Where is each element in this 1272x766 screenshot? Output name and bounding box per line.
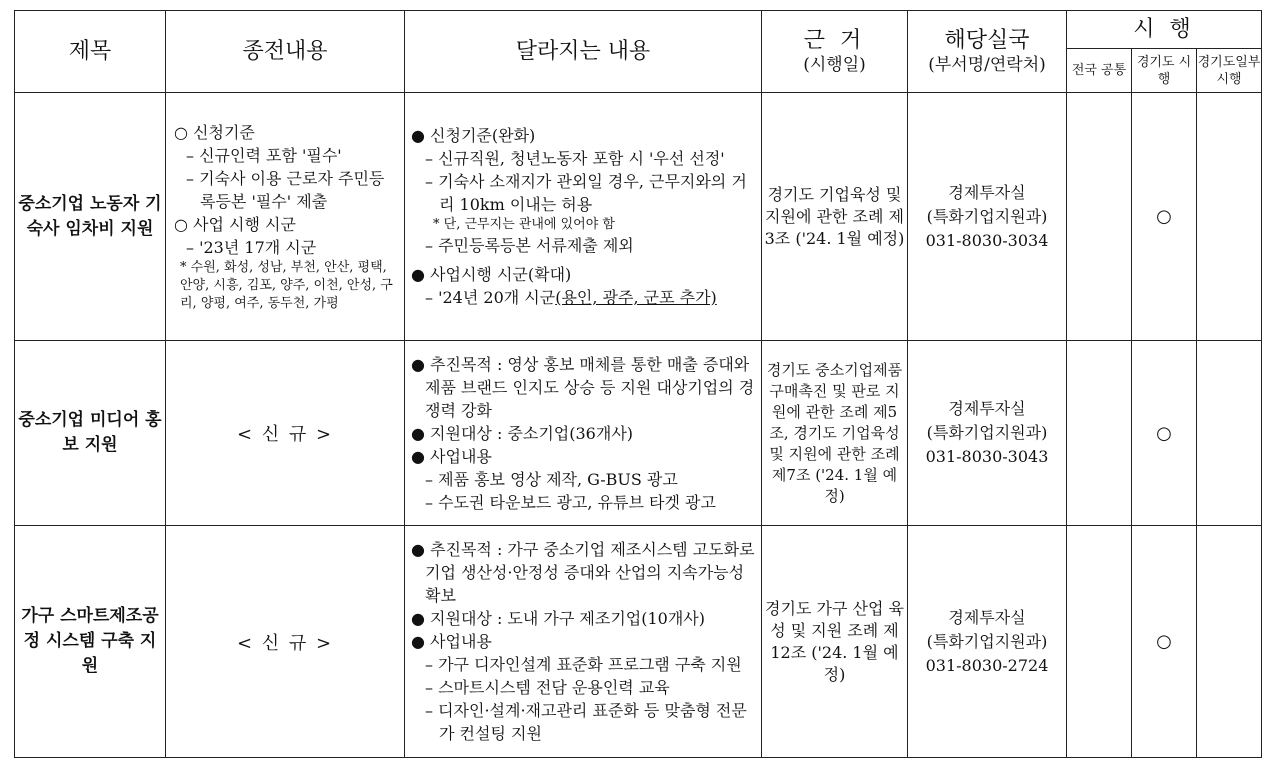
dept-office: 경제투자실 [948,607,1026,627]
header-title: 제목 [15,11,166,93]
policy-change-table [14,10,1262,758]
after-line: ● 사업시행 시군(확대) [411,265,572,284]
after-line: – 스마트시스템 전담 운용인력 교육 [425,678,670,697]
after-line: ● 사업내용 [411,632,492,651]
impl-gyeonggi-mark: ○ [1132,526,1197,758]
table-row [15,341,1262,526]
dept-phone: 031-8030-2724 [925,655,1049,675]
row-basis: 경기도 가구 산업 육성 및 지원 조례 제12조 ('24. 1월 예정) [762,526,908,758]
row-after [405,341,762,526]
header-dept [908,11,1067,93]
header-basis-main: 근 거 [803,27,866,53]
dept-phone: 031-8030-3034 [925,230,1049,250]
row-dept [908,526,1067,758]
impl-national-cell [1067,341,1132,526]
row-title: 중소기업 미디어 홍보 지원 [15,341,166,526]
after-line: ● 사업내용 [411,446,492,466]
dept-division: (특화기업지원과) [926,423,1048,442]
after-line: – 주민등록등본 서류제출 제외 [425,236,634,255]
table-row [15,526,1262,758]
before-note: * 수원, 화성, 성남, 부천, 안산, 평택, 안양, 시흥, 김포, 양주, 이천, 안성, 구리, 양평, 여주, 동두천, 가평 [180,259,393,311]
before-line: ○ 사업 시행 시군 [174,214,296,234]
row-before-new: < 신 규 > [166,341,405,526]
row-basis: 경기도 중소기업제품 구매촉진 및 판로 지원에 관한 조례 제5조, 경기도 기업육성 및 지원에 관한 조례 제7조 ('24. 1월 예정) [762,341,908,526]
table-row [15,93,1262,341]
after-line [413,286,755,309]
impl-partial-cell [1197,93,1262,341]
header-impl: 시 행 [1067,11,1262,49]
after-line: – 기숙사 소재지가 관외일 경우, 근무지와의 거리 10km 이내는 허용 [425,172,747,214]
row-title: 가구 스마트제조공정 시스템 구축 지원 [15,526,166,758]
row-before-new: < 신 규 > [166,526,405,758]
after-line: ● 추진목적 : 영상 홍보 매체를 통한 매출 증대와 제품 브랜드 인지도 상승 등 지원 대상기업의 경쟁력 강화 [411,354,755,420]
before-line: ○ 신청기준 [174,122,255,142]
after-line: – 디자인·설계·재고관리 표준화 등 맞춤형 전문가 컨설팅 지원 [425,701,747,743]
after-line: ● 추진목적 : 가구 중소기업 제조시스템 고도화로 기업 생산성·안정성 증대와 산업의 지속가능성 확보 [411,540,755,605]
header-basis [762,11,908,93]
before-line: – 기숙사 이용 근로자 주민등록등본 '필수' 제출 [186,168,385,211]
impl-national-cell [1067,526,1132,758]
row-after [405,93,762,341]
after-line-part: – '24년 20개 시군 [425,288,556,307]
after-line: ● 신청기준(완화) [411,126,536,145]
after-line: ● 지원대상 : 도내 가구 제조기업(10개사) [411,609,706,628]
impl-gyeonggi-mark: ○ [1132,93,1197,341]
row-after [405,526,762,758]
header-before: 종전내용 [166,11,405,93]
header-after: 달라지는 내용 [405,11,762,93]
impl-partial-cell [1197,526,1262,758]
header-dept-main: 해당실국 [944,27,1030,53]
dept-division: (특화기업지원과) [926,206,1048,226]
after-note: * 단, 근무지는 관내에 있어야 함 [433,217,615,232]
row-before [166,93,405,341]
row-basis: 경기도 기업육성 및 지원에 관한 조례 제3조 ('24. 1월 예정) [762,93,908,341]
impl-gyeonggi-mark: ○ [1132,341,1197,526]
impl-national-cell [1067,93,1132,341]
after-line: – 제품 홍보 영상 제작, G-BUS 광고 [425,469,678,489]
row-dept [908,93,1067,341]
header-impl-national: 전국 공통 [1067,49,1132,93]
row-dept [908,341,1067,526]
header-row [15,11,1262,49]
dept-division: (특화기업지원과) [926,631,1048,651]
dept-office: 경제투자실 [948,182,1026,202]
after-line: ● 지원대상 : 중소기업(36개사) [411,423,634,443]
row-title: 중소기업 노동자 기숙사 임차비 지원 [15,93,166,341]
after-line: – 수도권 타운보드 광고, 유튜브 타겟 광고 [425,492,716,512]
after-line: – 가구 디자인설계 표준화 프로그램 구축 지원 [425,655,742,674]
header-impl-gyeonggi: 경기도 시행 [1132,49,1197,93]
header-dept-sub: (부서명/연락처) [928,54,1046,75]
impl-partial-cell [1197,341,1262,526]
after-line: – 신규직원, 청년노동자 포함 시 '우선 선정' [425,149,725,168]
dept-phone: 031-8030-3043 [925,447,1049,466]
before-line: – '23년 17개 시군 [186,237,317,257]
header-impl-partial: 경기도일부 시행 [1197,49,1262,93]
after-line-underlined: (용인, 광주, 군포 추가) [555,288,717,307]
dept-office: 경제투자실 [948,399,1026,418]
before-line: – 신규인력 포함 '필수' [186,145,342,165]
header-basis-sub: (시행일) [803,54,866,75]
